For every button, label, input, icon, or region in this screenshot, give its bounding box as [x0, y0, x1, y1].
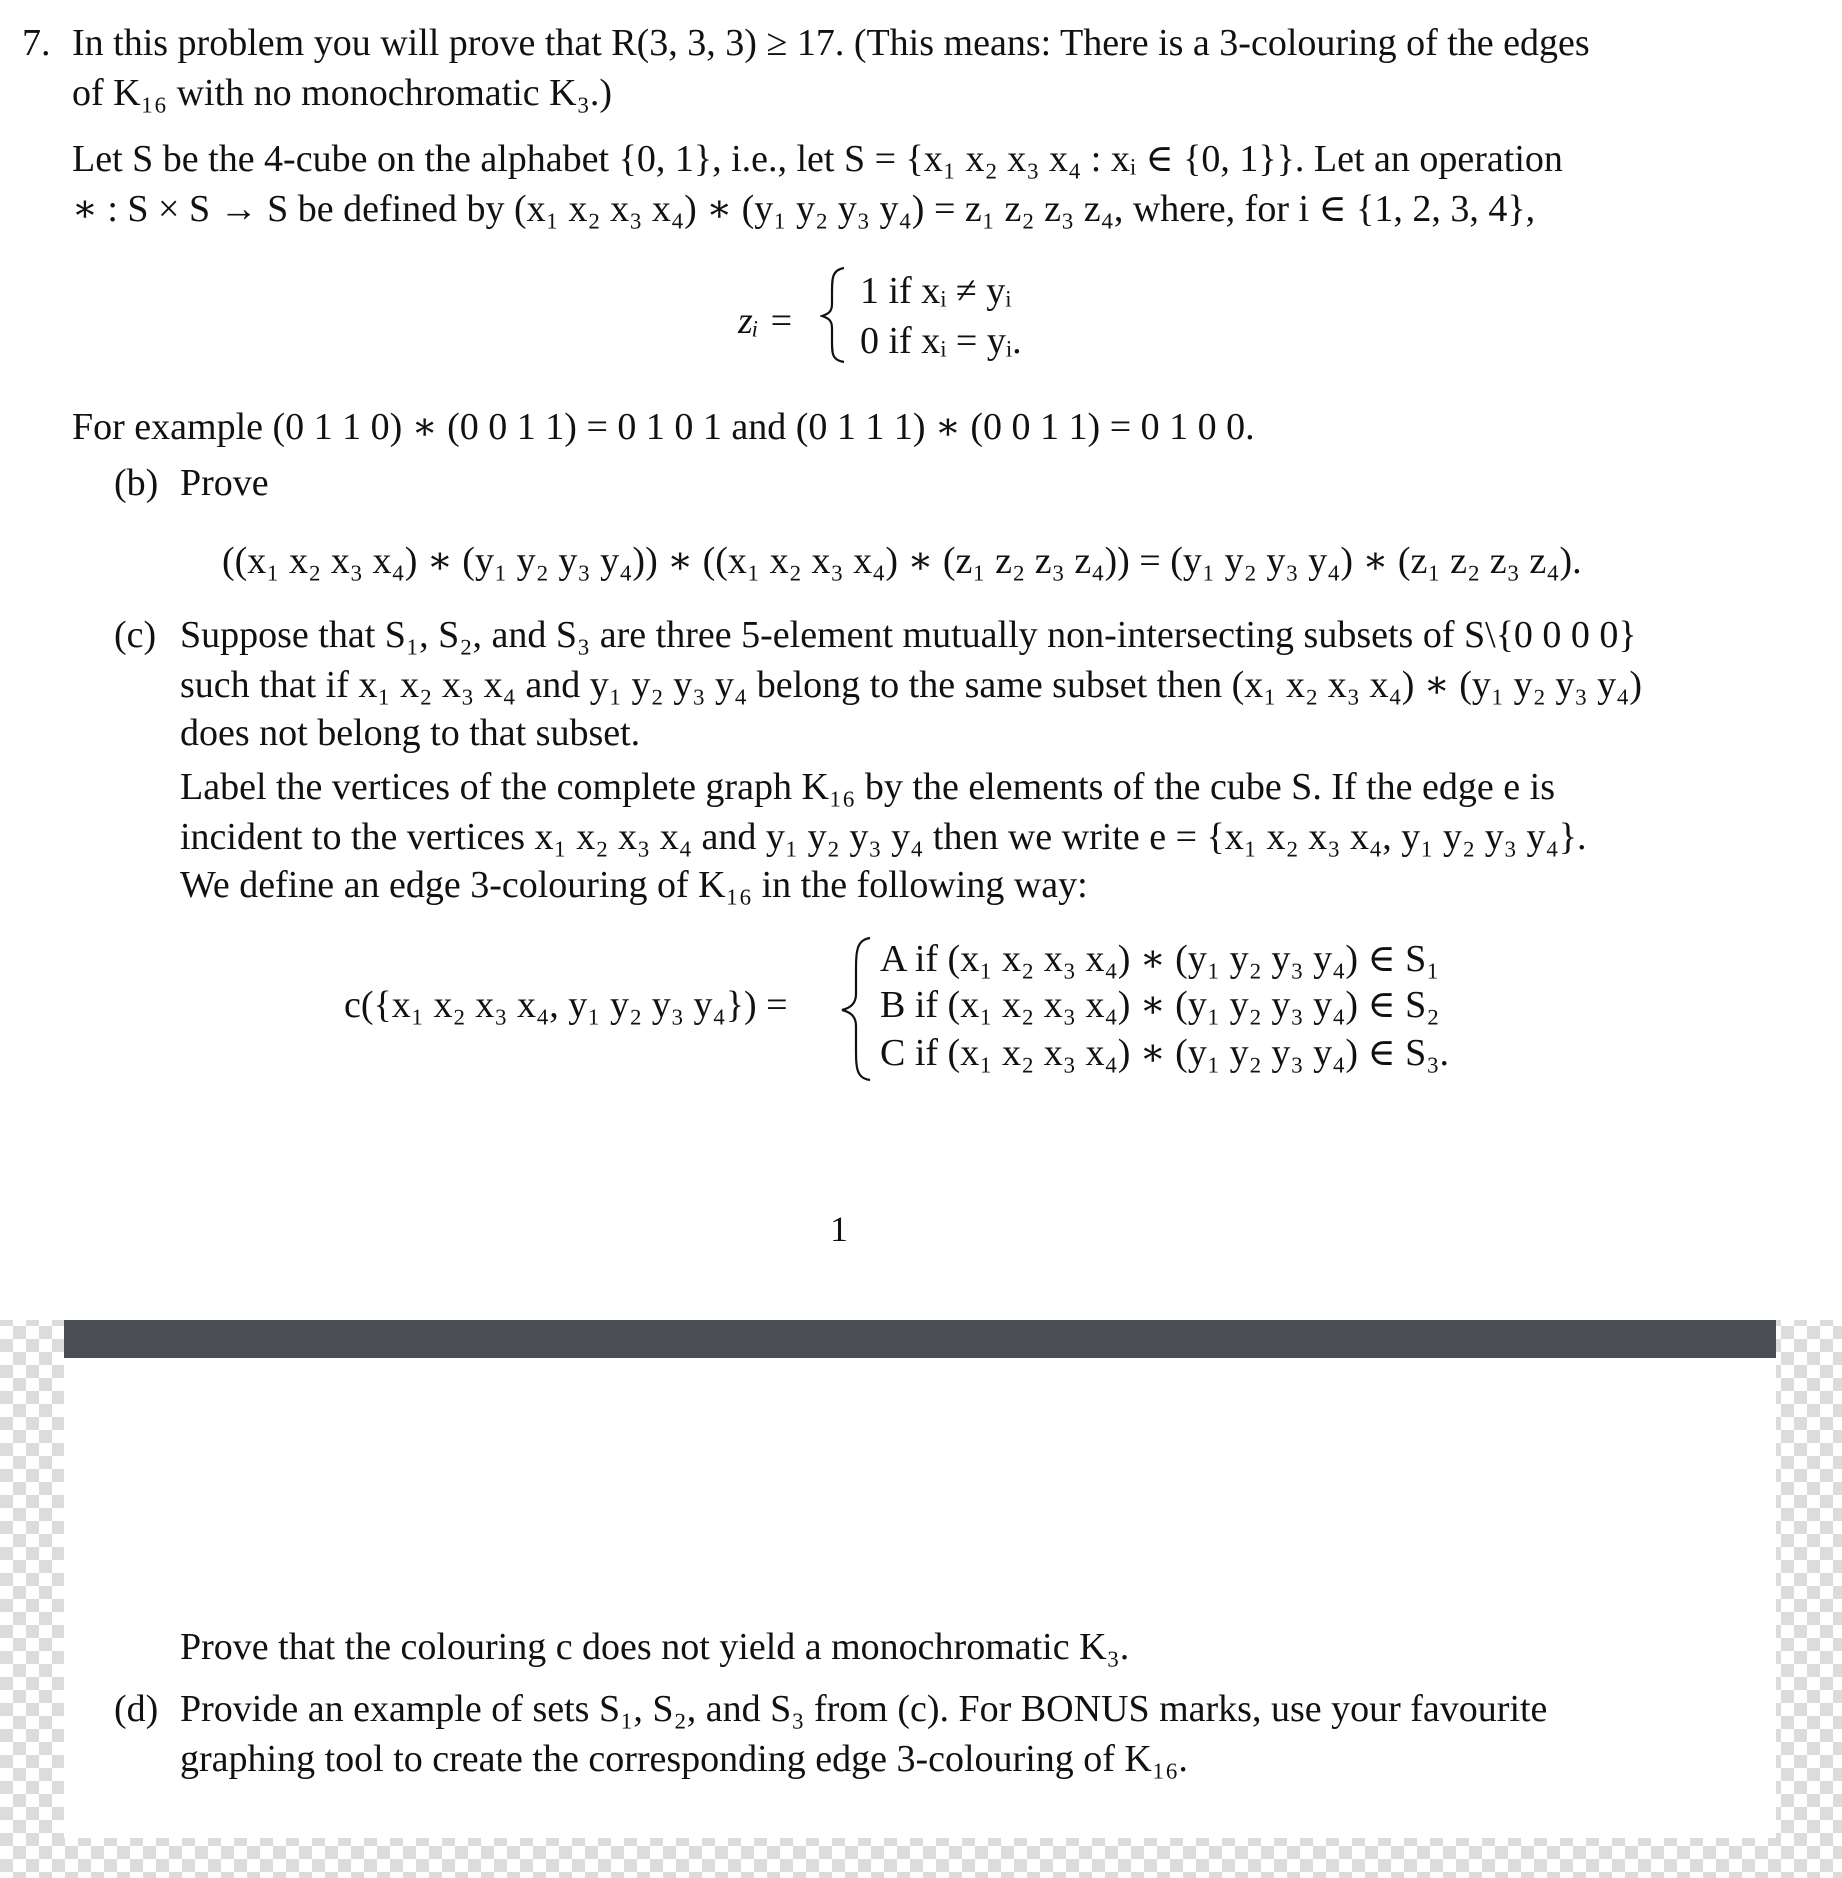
part-d-line-2: graphing tool to create the corresponding edge 3-colouring of K₁₆. — [180, 1738, 1188, 1780]
part-b-text: Prove — [180, 462, 269, 504]
example-line: For example (0 1 1 0) ∗ (0 0 1 1) = 0 1 0 1 and (0 1 1 1) ∗ (0 0 1 1) = 0 1 0 0. — [72, 406, 1255, 448]
part-c-line-5: incident to the vertices x₁ x₂ x₃ x₄ and y₁ y₂ y₃ y₄ then we write e = {x₁ x₂ x₃ x₄, y₁ y₂ y₃ y₄}. — [180, 816, 1587, 858]
left-brace-icon — [840, 934, 876, 1084]
page-number: 1 — [830, 1209, 848, 1249]
intro-line-1: In this problem you will prove that R(3, 3, 3) ≥ 17. (This means: There is a 3-colouring of the edges — [72, 22, 1590, 64]
part-b-label: (b) — [114, 462, 159, 504]
part-c-line-4: Label the vertices of the complete graph K₁₆ by the elements of the cube S. If the edge e is — [180, 766, 1555, 808]
page-divider — [64, 1320, 1776, 1358]
part-d-label: (d) — [114, 1688, 159, 1730]
part-c-line-3: does not belong to that subset. — [180, 712, 641, 754]
zi-lhs: zᵢ = — [738, 300, 794, 342]
coloring-case-b: B if (x₁ x₂ x₃ x₄) ∗ (y₁ y₂ y₃ y₄) ∈ S₂ — [880, 984, 1440, 1026]
part-c-prove-line: Prove that the colouring c does not yield a monochromatic K₃. — [180, 1626, 1130, 1668]
part-c-line-6: We define an edge 3-colouring of K₁₆ in the following way: — [180, 864, 1088, 906]
coloring-case-c: C if (x₁ x₂ x₃ x₄) ∗ (y₁ y₂ y₃ y₄) ∈ S₃. — [880, 1032, 1449, 1074]
coloring-lhs: c({x₁ x₂ x₃ x₄, y₁ y₂ y₃ y₄}) = — [344, 984, 788, 1026]
coloring-case-a: A if (x₁ x₂ x₃ x₄) ∗ (y₁ y₂ y₃ y₄) ∈ S₁ — [880, 938, 1440, 980]
part-c-label: (c) — [114, 614, 157, 656]
part-c-line-2: such that if x₁ x₂ x₃ x₄ and y₁ y₂ y₃ y₄ belong to the same subset then (x₁ x₂ x₃ x₄) ∗ (y₁ y₂ y₃ y₄) — [180, 664, 1643, 706]
part-b-equation: ((x₁ x₂ x₃ x₄) ∗ (y₁ y₂ y₃ y₄)) ∗ ((x₁ x₂ x₃ x₄) ∗ (z₁ z₂ z₃ z₄)) = (y₁ y₂ y₃ y₄) ∗ (z₁ z₂ z₃ z₄). — [222, 540, 1582, 582]
definition-line-1: Let S be the 4-cube on the alphabet {0, 1}, i.e., let S = {x₁ x₂ x₃ x₄ : xᵢ ∈ {0, 1}}. Let an operation — [72, 138, 1563, 180]
part-d-line-1: Provide an example of sets S₁, S₂, and S₃ from (c). For BONUS marks, use your favourite — [180, 1688, 1548, 1730]
intro-line-2: of K₁₆ with no monochromatic K₃.) — [72, 72, 612, 114]
zi-case-1: 1 if xᵢ ≠ yᵢ — [860, 270, 1012, 312]
zi-case-2: 0 if xᵢ = yᵢ. — [860, 320, 1022, 362]
definition-line-2: ∗ : S × S → S be defined by (x₁ x₂ x₃ x₄) ∗ (y₁ y₂ y₃ y₄) = z₁ z₂ z₃ z₄, where, for i ∈ {1, 2, 3, 4}, — [72, 188, 1536, 230]
problem-number: 7. — [22, 22, 51, 64]
part-c-line-1: Suppose that S₁, S₂, and S₃ are three 5-element mutually non-intersecting subsets of S\{0 0 0 0} — [180, 614, 1637, 656]
left-brace-icon — [820, 264, 850, 364]
